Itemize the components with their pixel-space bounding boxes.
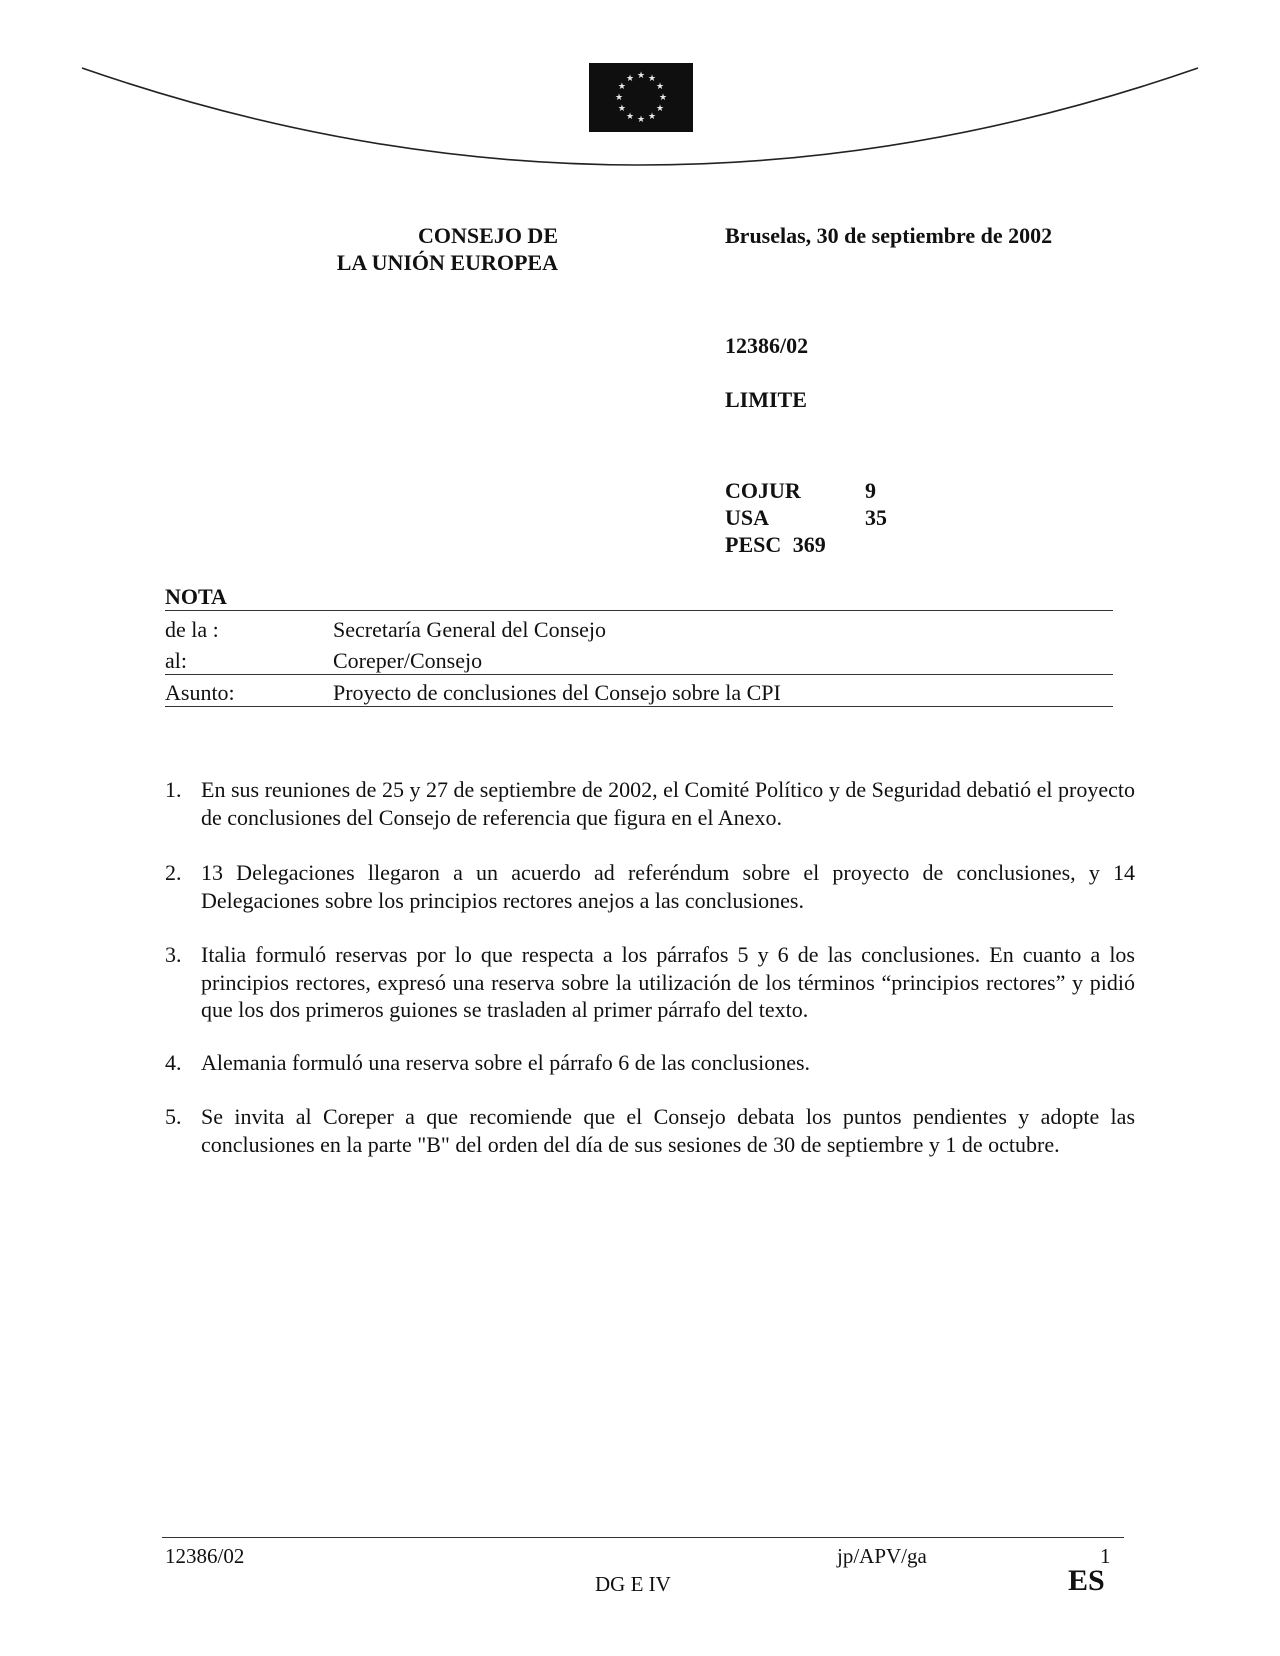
paragraph-5 xyxy=(165,1103,1135,1158)
star-icon: ★ xyxy=(647,73,657,84)
paragraph-number: 2. xyxy=(165,860,182,885)
divider xyxy=(165,674,1113,675)
footer-doc-number: 12386/02 xyxy=(165,1544,245,1568)
star-icon: ★ xyxy=(647,112,657,123)
note-to-value: Coreper/Consejo xyxy=(333,648,483,673)
star-icon: ★ xyxy=(656,82,665,92)
footer-dg: DG E IV xyxy=(595,1572,671,1596)
note-to-label: al: xyxy=(165,648,187,673)
note-title: NOTA xyxy=(165,584,227,609)
note-from-label: de la : xyxy=(165,617,219,642)
code-pesc xyxy=(725,531,826,558)
star-icon: ★ xyxy=(625,73,635,84)
council-name-line1: CONSEJO DE xyxy=(418,223,558,248)
document-date: Bruselas, 30 de septiembre de 2002 xyxy=(725,223,1053,248)
council-name xyxy=(158,222,558,276)
paragraph-text: Alemania formuló una reserva sobre el párrafo 6 de las conclusiones. xyxy=(201,1050,811,1075)
star-icon: ★ xyxy=(617,82,626,92)
paragraph-number: 3. xyxy=(165,942,182,967)
note-from-value: Secretaría General del Consejo xyxy=(333,617,607,642)
paragraph-2 xyxy=(165,859,1135,914)
footer-initials: jp/APV/ga xyxy=(837,1544,927,1568)
paragraph-number: 5. xyxy=(165,1104,182,1129)
paragraph-number: 1. xyxy=(165,777,182,802)
paragraph-text: Italia formuló reservas por lo que respecta a los párrafos 5 y 6 de las conclusiones. En cuanto a los principios rectores, expresó una reserva sobre la utilización de los términos “principios rectores” y pidió que los dos primeros guiones se trasladen al primer párrafo del texto. xyxy=(201,942,1135,1022)
code-label: COJUR xyxy=(725,478,801,503)
divider xyxy=(165,706,1113,707)
subject-codes xyxy=(725,477,925,531)
paragraph-number: 4. xyxy=(165,1050,182,1075)
star-icon: ★ xyxy=(656,104,665,114)
paragraph-text: 13 Delegaciones llegaron a un acuerdo ad referéndum sobre el proyecto de conclusiones, y 14 Delegaciones sobre los principios rectores anejos a las conclusiones. xyxy=(201,860,1135,913)
star-icon: ★ xyxy=(658,93,668,103)
star-icon: ★ xyxy=(636,115,646,125)
council-name-line2: LA UNIÓN EUROPEA xyxy=(336,250,558,275)
header-arc xyxy=(0,0,1280,200)
star-icon: ★ xyxy=(625,112,635,123)
document-number: 12386/02 xyxy=(725,333,809,358)
note-from-row xyxy=(165,615,1113,645)
footer-language-code: ES xyxy=(1068,1564,1105,1597)
eu-flag-icon xyxy=(589,63,693,132)
star-icon: ★ xyxy=(614,93,624,103)
star-icon: ★ xyxy=(636,71,646,81)
paragraph-3 xyxy=(165,941,1135,1024)
code-number: 35 xyxy=(865,505,887,530)
code-label: USA xyxy=(725,505,770,530)
code-number: 369 xyxy=(792,532,826,557)
note-subject-label: Asunto: xyxy=(165,680,235,705)
paragraph-1 xyxy=(165,776,1135,831)
code-label: PESC xyxy=(725,532,782,557)
note-to-row xyxy=(165,646,1113,676)
paragraph-4 xyxy=(165,1049,1135,1077)
paragraph-text: En sus reuniones de 25 y 27 de septiembre de 2002, el Comité Político y de Seguridad debatió el proyecto de conclusiones del Consejo de referencia que figura en el Anexo. xyxy=(201,777,1135,830)
footer-divider xyxy=(162,1537,1124,1538)
footer-page-number: 1 xyxy=(1100,1544,1111,1568)
code-number: 9 xyxy=(865,478,876,503)
paragraph-text: Se invita al Coreper a que recomiende que el Consejo debata los puntos pendientes y adopte las conclusiones en la parte "B" del orden del día de sus sesiones de 30 de septiembre y 1 de octubre. xyxy=(201,1104,1135,1157)
note-subject-row xyxy=(165,678,1113,708)
divider xyxy=(165,610,1113,611)
classification-label: LIMITE xyxy=(725,387,807,412)
note-subject-value: Proyecto de conclusiones del Consejo sobre la CPI xyxy=(333,680,781,705)
star-icon: ★ xyxy=(617,104,626,114)
